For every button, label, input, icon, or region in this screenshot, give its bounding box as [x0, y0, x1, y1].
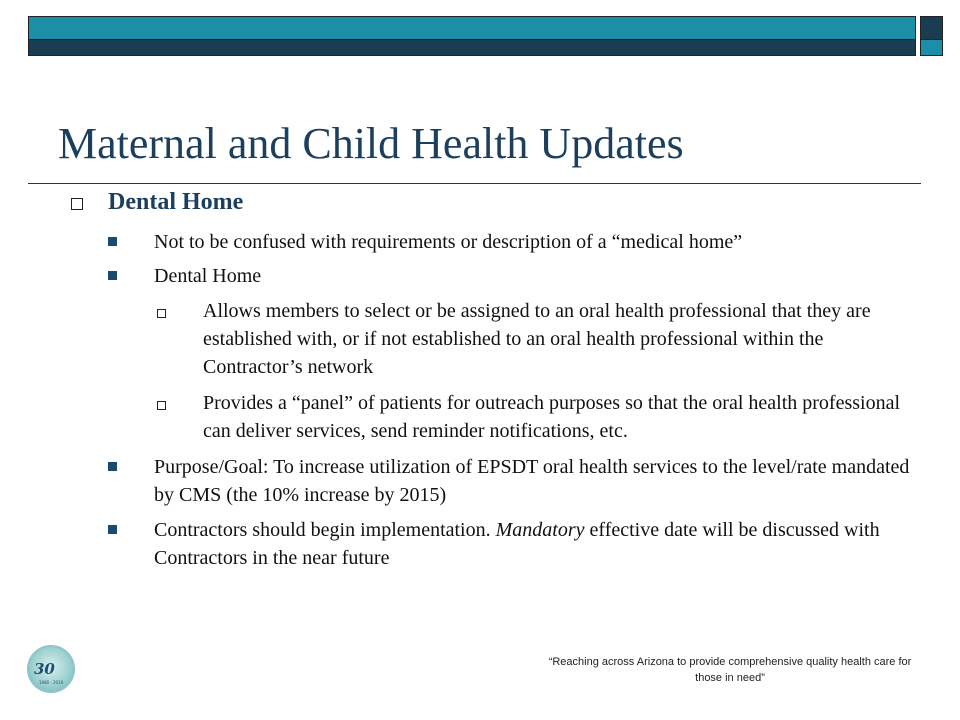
section-heading: Dental Home [108, 189, 244, 215]
bullet-text: Not to be confused with requirements or description of a “medical home” [154, 231, 743, 253]
square-bullet-icon [108, 237, 117, 246]
header-square-navy [920, 16, 943, 40]
hollow-square-bullet-icon [71, 198, 83, 210]
slide-title: Maternal and Child Health Updates [58, 119, 684, 168]
title-divider [28, 183, 921, 184]
sub-bullet-text: Provides a “panel” of patients for outreach purposes so that the oral health professional can deliver services, send reminder notifications, etc. [203, 392, 901, 442]
bullet-text: Purpose/Goal: To increase utilization of EPSDT oral health services to the level/rate mandated by CMS (the 10% increase by 2015) [154, 456, 910, 506]
square-bullet-icon [108, 525, 117, 534]
logo-subtext: 1980 · 2010 [39, 680, 64, 685]
hollow-square-bullet-icon [157, 401, 166, 410]
header-bar-teal [28, 16, 916, 40]
bullet-text [154, 516, 914, 572]
header-square-teal [920, 40, 943, 56]
logo-text: 30 [34, 660, 55, 678]
emphasis-text: Mandatory [495, 519, 585, 541]
square-bullet-icon [108, 271, 117, 280]
anniversary-logo [27, 645, 75, 693]
bullet-text: Dental Home [154, 265, 262, 287]
square-bullet-icon [108, 462, 117, 471]
sub-bullet-text: Allows members to select or be assigned to an oral health professional that they are established with, or if not established to an oral health professional within the Contractor’s network [203, 300, 871, 378]
bullet-text-part: Contractors should begin implementation. [154, 519, 496, 541]
bullet-text-part: effective date will be discussed with Contractors in the near future [154, 519, 880, 569]
header-bar [28, 16, 943, 56]
hollow-square-bullet-icon [157, 309, 166, 318]
header-bar-navy [28, 40, 916, 56]
footer-tagline: “Reaching across Arizona to provide comprehensive quality health care for those in need” [548, 656, 912, 684]
